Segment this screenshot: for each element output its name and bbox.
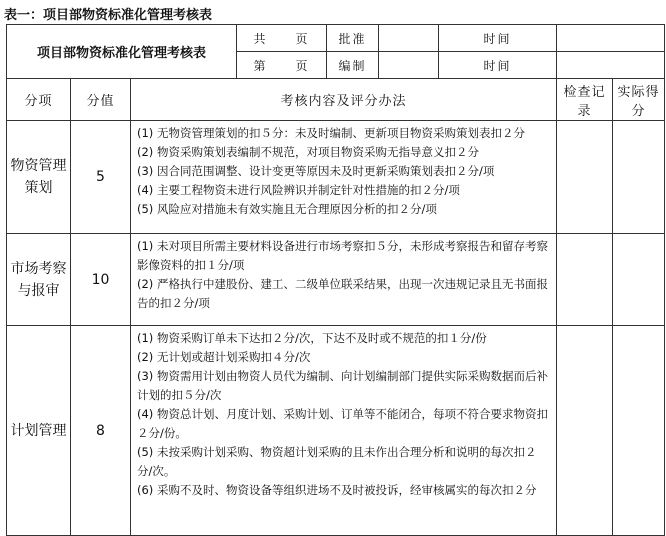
criteria-line: (4) 主要工程物资未进行风险辨识并制定针对性措施的扣２分/项 — [137, 183, 460, 197]
column-header-check-record: 检查记录 — [557, 79, 613, 121]
column-header-item: 分项 — [7, 79, 71, 121]
category-cell: 市场考察与报审 — [7, 234, 71, 326]
actual-score-cell[interactable] — [613, 326, 665, 536]
criteria-line: (2) 物资采购策划表编制不规范，对项目物资采购无指导意义扣２分 — [137, 145, 479, 159]
actual-score-cell[interactable] — [613, 121, 665, 234]
approve-value-cell[interactable] — [379, 25, 439, 52]
criteria-line: (5) 未按采购计划采购、物资超计划采购的且未作出合理分析和说明的每次扣２分/次。 — [137, 445, 537, 478]
criteria-line: (2) 无计划或超计划采购扣４分/次 — [137, 350, 311, 364]
column-header-score: 分值 — [71, 79, 131, 121]
assessment-table — [6, 24, 665, 536]
check-record-cell[interactable] — [557, 326, 613, 536]
column-header-actual-score: 实际得分 — [613, 79, 665, 121]
approve-time-label: 时间 — [439, 25, 557, 52]
criteria-line: (3) 物资需用计划由物资人员代为编制、向计划编制部门提供实际采购数据而后补计划的扣５分/次 — [137, 369, 548, 402]
category-cell: 物资管理策划 — [7, 121, 71, 234]
criteria-line: (5) 风险应对措施未有效实施且无合理原因分析的扣２分/项 — [137, 202, 437, 216]
criteria-line: (1) 物资采购订单未下达扣２分/次，下达不及时或不规范的扣１分/份 — [137, 331, 487, 345]
compile-time-value-cell[interactable] — [557, 52, 665, 79]
criteria-cell — [131, 326, 557, 536]
table-caption: 表一：项目部物资标准化管理考核表 — [4, 8, 213, 23]
criteria-line: (2) 严格执行中建股份、建工、二级单位联采结果，出现一次违规记录且无书面报告的扣２分/项 — [137, 277, 548, 310]
actual-score-cell[interactable] — [613, 234, 665, 326]
criteria-cell — [131, 121, 557, 234]
compile-label: 编制 — [327, 52, 379, 79]
approve-label: 批准 — [327, 25, 379, 52]
category-cell: 计划管理 — [7, 326, 71, 536]
compile-value-cell[interactable] — [379, 52, 439, 79]
column-header-content: 考核内容及评分办法 — [131, 79, 557, 121]
check-record-cell[interactable] — [557, 234, 613, 326]
score-cell: 8 — [71, 326, 131, 536]
page-number-label: 第 页 — [237, 52, 327, 79]
score-cell: 5 — [71, 121, 131, 234]
criteria-line: (4) 物资总计划、月度计划、采购计划、订单等不能闭合，每项不符合要求物资扣２分/份。 — [137, 407, 548, 440]
criteria-line: (6) 采购不及时、物资设备等组织进场不及时被投诉，经审核属实的每次扣２分 — [137, 483, 537, 497]
check-record-cell[interactable] — [557, 121, 613, 234]
total-pages-label: 共 页 — [237, 25, 327, 52]
criteria-cell — [131, 234, 557, 326]
compile-time-label: 时间 — [439, 52, 557, 79]
criteria-line: (1) 未对项目所需主要材料设备进行市场考察扣５分，未形成考察报告和留存考察影像资料的扣１分/项 — [137, 239, 548, 272]
criteria-line: (1) 无物资管理策划的扣５分：未及时编制、更新项目物资采购策划表扣２分 — [137, 126, 525, 140]
score-cell: 10 — [71, 234, 131, 326]
form-title: 项目部物资标准化管理考核表 — [7, 25, 237, 79]
criteria-line: (3) 因合同范围调整、设计变更等原因未及时更新采购策划表扣２分/项 — [137, 164, 495, 178]
approve-time-value-cell[interactable] — [557, 25, 665, 52]
